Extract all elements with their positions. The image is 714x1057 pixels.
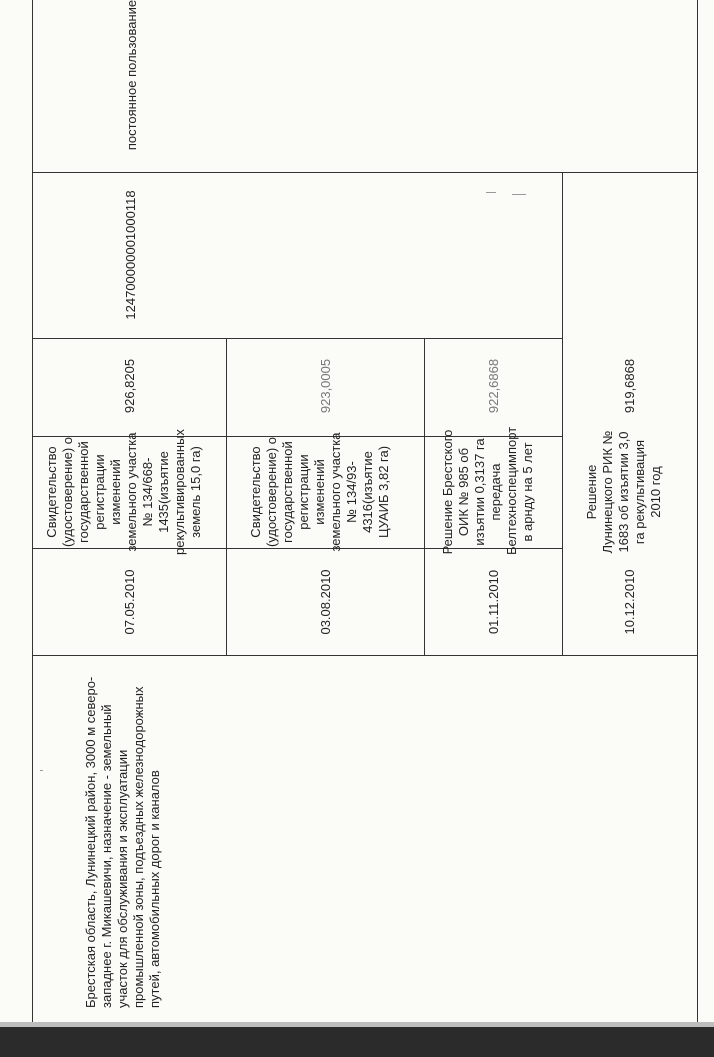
entry-3-area: 922,6868 — [486, 358, 501, 414]
entry-1-document: Свидетельство (удостоверение) о государственной регистрации изменений земельного участка № 134/668-1435(изъятие рекультивированных земель 15,0 га) — [44, 429, 203, 555]
divider-address-section — [32, 655, 698, 656]
divider-row-3 — [562, 172, 563, 656]
scan-speck — [512, 194, 526, 195]
scan-speck — [486, 192, 496, 193]
divider-row-2 — [424, 338, 425, 656]
scan-edge-dark — [0, 1027, 714, 1057]
entry-1-date: 07.05.2010 — [122, 569, 137, 635]
entry-2-document: Свидетельство (удостоверение) о государственной регистрации изменений земельного участка № 134/93-4316(изъятие ЦУАИБ 3,82 га) — [248, 432, 391, 552]
divider-number-section — [32, 338, 562, 339]
right-type: постоянное пользование — [124, 0, 139, 151]
entry-4-document: Решение Лунинецкого РИК № 1683 об изъятии 3,0 га рекультивация 2010 год — [584, 430, 663, 554]
entry-3-date: 01.11.2010 — [486, 569, 501, 635]
table-border-left — [32, 0, 33, 1022]
entry-3-document: Решение Брестского ОИК № 985 об изъятии 0,3137 га передача Белтехноспецимпорт в арнду на 5 лет — [440, 426, 535, 555]
entry-4-area: 919,6868 — [622, 358, 637, 414]
scan-speck — [40, 770, 43, 771]
entry-2-date: 03.08.2010 — [318, 569, 333, 635]
table-border-right — [697, 0, 698, 1022]
cadastral-number: 124700000001000118 — [123, 190, 138, 320]
divider-row-1 — [226, 338, 227, 656]
entry-4-date: 10.12.2010 — [622, 569, 637, 635]
divider-right-section — [32, 172, 698, 173]
address-text: Брестская область, Лунинецкий район, 3000 м северо-западнее г. Микашевичи, назначение - земельный участок для обслуживания и эксплуатации промышленной зоны, подъездных железнодорожных путей, автомобильных дорог и каналов — [83, 676, 162, 1008]
entry-2-area: 923,0005 — [318, 358, 333, 414]
entry-1-area: 926,8205 — [122, 358, 137, 414]
